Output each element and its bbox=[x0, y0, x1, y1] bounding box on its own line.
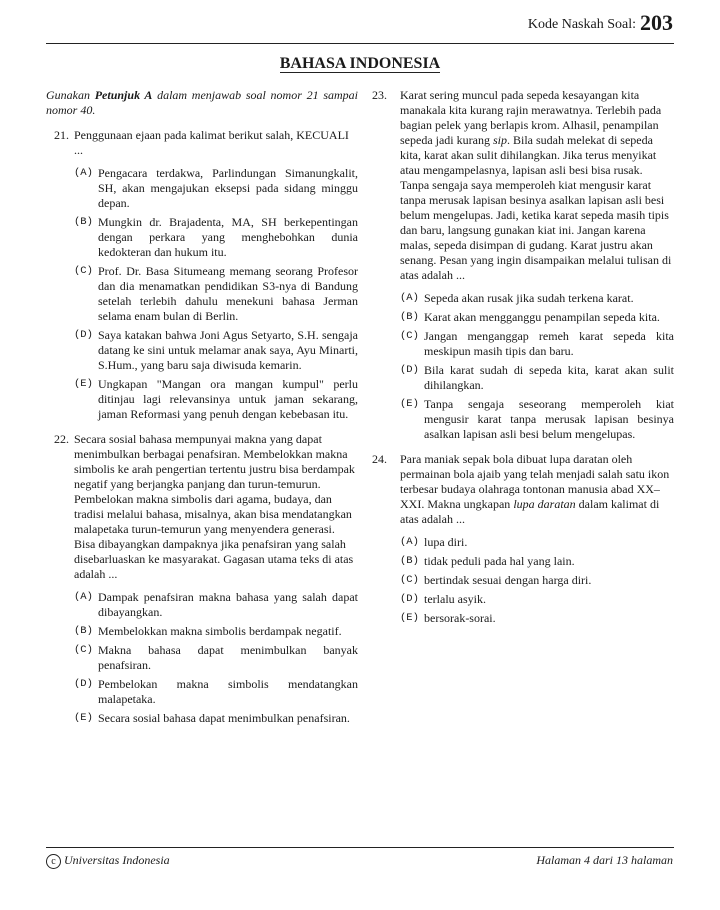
option-c[interactable]: (C) Makna bahasa dapat menimbulkan banyak penafsiran. bbox=[74, 643, 358, 672]
question-number: 21. bbox=[54, 128, 69, 142]
question-text: Secara sosial bahasa mempunyai makna yang dapat menimbulkan berbagai penafsiran. Membelokkan makna simbolis ke arah pengertian tertentu justru bisa berdampak negatif yang berjangka panjang dan turun-temurun. Pembelokan makna simbolis dari agama, budaya, dan tradisi melalui bahasa, misalnya, akan bisa mendatangkan malapetaka turun-temurun yang menyendera generasi. Bisa dibayangkan dampaknya jika penafsiran yang salah disebarluaskan ke masyarakat. Gagasan utama teks di atas adalah ... bbox=[74, 432, 355, 581]
exam-code bbox=[528, 10, 673, 36]
question-22 bbox=[46, 432, 358, 730]
option-b[interactable]: (B) Karat akan mengganggu penampilan sepeda kita. bbox=[400, 310, 660, 324]
italic-term: lupa daratan bbox=[513, 497, 576, 511]
option-list bbox=[74, 590, 358, 726]
right-column bbox=[372, 88, 674, 636]
page-title: BAHASA INDONESIA bbox=[279, 55, 441, 72]
option-d[interactable]: (D) Pembelokan makna simbolis mendatangkan malapetaka. bbox=[74, 677, 358, 706]
exam-code-label: Kode Naskah Soal: bbox=[527, 17, 636, 32]
option-e[interactable]: (E) Secara sosial bahasa dapat menimbulkan penafsiran. bbox=[74, 711, 350, 725]
option-list bbox=[400, 291, 674, 442]
question-text: Karat sering muncul pada sepeda kesayangan kita manakala kita kurang rajin merawatnya. Terlebih pada bagian pelek yang berlapis krom. Alhasil, penampilan sepeda jadi kurang sip. Bila sudah melekat di sepeda kita, karat akan sulit dihilangkan. Jika terus menyikat atau mengampelasnya, lapisan asli besi bisa rusak. Tanpa sengaja saya memperoleh kiat mengusir karat tanpa merusak lapisan besinya asalkan lapisan asli besi belum mengelupas. Jadi, ketika karat sepeda masih tipis dan baru, langsung gunakan kiat ini. Jangan karena malas, sepeda disimpan di gudang. Karat justru akan senang. Pesan yang ingin disampaikan melalui tulisan di atas adalah ... bbox=[400, 88, 672, 282]
option-a[interactable]: (A) Dampak penafsiran makna bahasa yang salah dapat dibayangkan. bbox=[74, 590, 358, 619]
option-a[interactable]: (A) Pengacara terdakwa, Parlindungan Simanungkalit, SH, akan mengajukan eksepsi pada sidang minggu depan. bbox=[74, 166, 358, 210]
option-list bbox=[400, 535, 674, 626]
option-d[interactable]: (D) terlalu asyik. bbox=[400, 592, 486, 606]
option-e[interactable]: (E) Ungkapan "Mangan ora mangan kumpul" perlu ditinjau lagi relevansinya untuk jaman sekarang, jaman Reformasi yang penuh dengan kebebasan itu. bbox=[74, 377, 358, 421]
option-d[interactable]: (D) Bila karat sudah di sepeda kita, karat akan sulit dihilangkan. bbox=[400, 363, 674, 392]
option-list bbox=[74, 166, 358, 422]
left-column bbox=[46, 88, 358, 736]
question-number: 24. bbox=[372, 452, 387, 466]
question-number: 22. bbox=[54, 432, 69, 446]
question-21 bbox=[46, 128, 358, 426]
question-24 bbox=[372, 452, 674, 630]
option-d[interactable]: (D) Saya katakan bahwa Joni Agus Setyarto, S.H. sengaja datang ke sini untuk melamar anak saya, Ayu Minarti, S.Hum., yang baru saja diwisuda kemarin. bbox=[74, 328, 358, 372]
option-b[interactable]: (B) Membelokkan makna simbolis berdampak negatif. bbox=[74, 624, 342, 638]
option-a[interactable]: (A) lupa diri. bbox=[400, 535, 468, 549]
exam-code-number: 203 bbox=[640, 10, 673, 35]
question-text: Penggunaan ejaan pada kalimat berikut salah, KECUALI ... bbox=[74, 128, 349, 157]
option-c[interactable]: (C) Prof. Dr. Basa Situmeang memang seorang Profesor dan dia menamatkan pendidikan S3-nya di Bandung setelah terlebih dahulu menekuni bahasa Jerman selama enam bulan di Berlin. bbox=[74, 264, 358, 323]
question-23 bbox=[372, 88, 674, 446]
footer-institution: c Universitas Indonesia bbox=[46, 853, 170, 869]
option-b[interactable]: (B) tidak peduli pada hal yang lain. bbox=[400, 554, 575, 568]
copyright-icon: c bbox=[46, 854, 61, 869]
question-number: 23. bbox=[372, 88, 387, 102]
option-e[interactable]: (E) Tanpa sengaja seseorang memperoleh kiat mengusir karat tanpa merusak lapisan besinya asalkan lapisan asli besi belum mengelupas. bbox=[400, 397, 674, 441]
italic-term: sip bbox=[492, 133, 507, 147]
instruction-bold: Petunjuk A bbox=[94, 88, 153, 102]
option-c[interactable]: (C) Jangan menganggap remeh karat sepeda kita meskipun masih tipis dan baru. bbox=[400, 329, 674, 358]
instruction-text: Gunakan Petunjuk A dalam menjawab soal nomor 21 sampai nomor 40. bbox=[46, 88, 358, 117]
option-e[interactable]: (E) bersorak-sorai. bbox=[400, 611, 496, 625]
option-a[interactable]: (A) Sepeda akan rusak jika sudah terkena karat. bbox=[400, 291, 634, 305]
header-divider bbox=[46, 43, 674, 44]
option-c[interactable]: (C) bertindak sesuai dengan harga diri. bbox=[400, 573, 592, 587]
footer-divider bbox=[46, 847, 674, 848]
option-b[interactable]: (B) Mungkin dr. Brajadenta, MA, SH berkepentingan dengan perkara yang menghebohkan dunia kedokteran dan hukum itu. bbox=[74, 215, 358, 259]
question-text: Para maniak sepak bola dibuat lupa daratan oleh permainan bola ajaib yang telah menjadi salah satu ikon terbesar budaya olahraga tontonan manusia abad XX–XXI. Makna ungkapan lupa daratan dalam kalimat di atas adalah ... bbox=[400, 452, 670, 526]
footer-page-number: Halaman 4 dari 13 halaman bbox=[536, 853, 673, 867]
